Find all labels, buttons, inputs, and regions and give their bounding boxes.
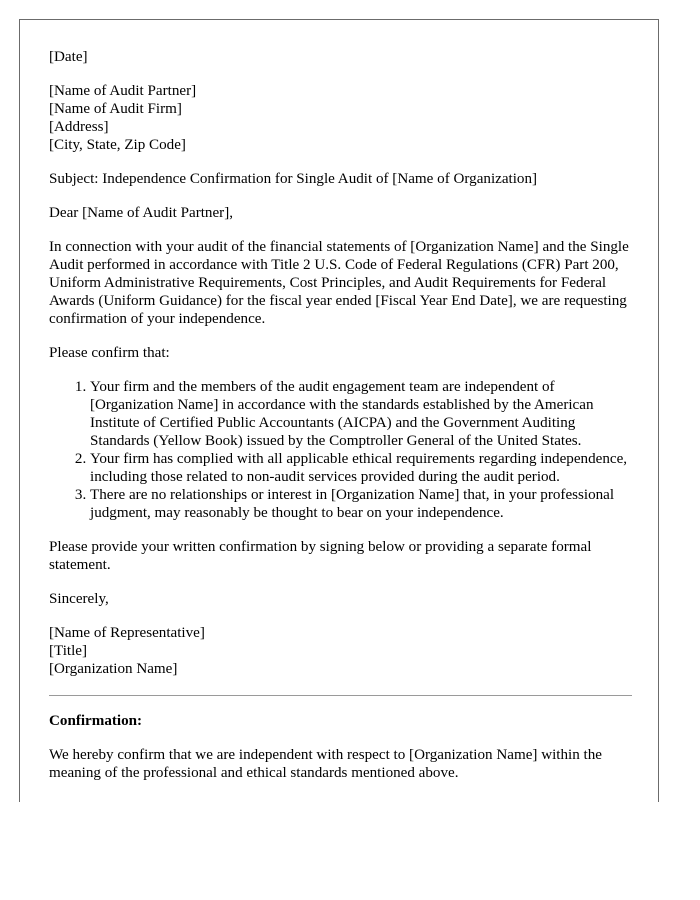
letter-salutation: Dear [Name of Audit Partner], (49, 205, 233, 221)
signature-name: [Name of Representative] (49, 625, 205, 641)
confirmation-list (49, 378, 630, 522)
confirmation-text: We hereby confirm that we are independent with respect to [Organization Name] within the meaning of the professional and ethical standards mentioned above. (49, 747, 602, 781)
letter-closing: Sincerely, (49, 591, 109, 607)
list-item: 3. There are no relationships or interest in [Organization Name] that, in your professional judgment, may reasonably be thought to bear on your independence. (90, 486, 630, 522)
signature-organization: [Organization Name] (49, 661, 178, 677)
recipient-street: [Address] (49, 119, 109, 135)
recipient-firm: [Name of Audit Firm] (49, 101, 182, 117)
section-divider (49, 695, 632, 696)
list-item: 2. Your firm has complied with all applicable ethical requirements regarding independence, including those related to non-audit services provided during the audit period. (90, 450, 630, 486)
recipient-address (49, 82, 630, 154)
letter-subject: Subject: Independence Confirmation for Single Audit of [Name of Organization] (49, 171, 538, 187)
signature-title: [Title] (49, 643, 88, 659)
letter-intro: In connection with your audit of the financial statements of [Organization Name] and the Single Audit performed in accordance with Title 2 U.S. Code of Federal Regulations (CFR) Part 200, Uniform Administrative Requirements, Cost Principles, and Audit Requirements for Federal Awards (Uniform Guidance) for the fiscal year ended [Fiscal Year End Date], we are requesting confirmation of your independence. (49, 239, 629, 327)
letter-date: [Date] (49, 49, 88, 65)
recipient-city: [City, State, Zip Code] (49, 137, 186, 153)
signature-block (49, 624, 630, 678)
confirmation-request: Please provide your written confirmation by signing below or providing a separate formal statement. (49, 539, 592, 573)
confirm-prompt: Please confirm that: (49, 345, 170, 361)
letter-page (19, 19, 659, 802)
recipient-name: [Name of Audit Partner] (49, 83, 197, 99)
confirmation-heading: Confirmation: (49, 713, 143, 729)
list-item: 1. Your firm and the members of the audit engagement team are independent of [Organization Name] in accordance with the standards established by the American Institute of Certified Public Accountants (AICPA) and the Government Auditing Standards (Yellow Book) issued by the Comptroller General of the United States. (90, 378, 630, 450)
